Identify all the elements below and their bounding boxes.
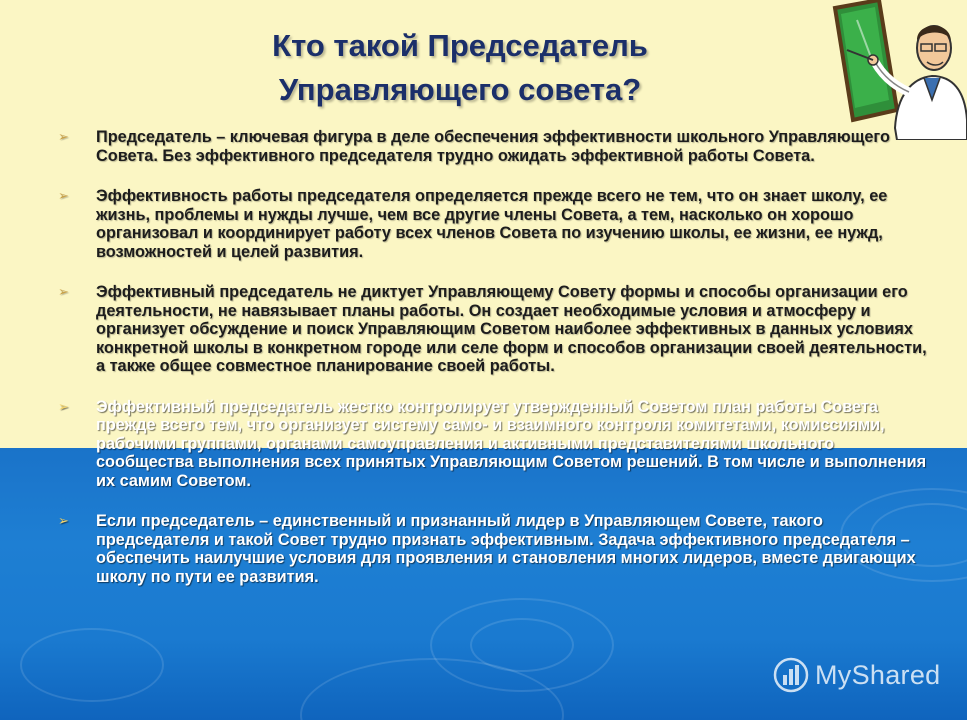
page-title bbox=[150, 24, 770, 112]
list-item bbox=[58, 398, 928, 491]
list-item bbox=[58, 187, 928, 261]
bullet-marker-icon: ➢ bbox=[58, 129, 69, 144]
list-item-text: Если председатель – единственный и признанный лидер в Управляющем Совете, такого председателя и такой Совет трудно признать эффективным. Задача эффективного председателя – обеспечить наилучшие условия для проявления и становления многих лидеров, вместе двигающих школу по пути ее развития. bbox=[96, 512, 916, 586]
list-item-text: Председатель – ключевая фигура в деле обеспечения эффективности школьного Управляющего Совета. Без эффективного председателя трудно ожидать эффективной работы Совета. bbox=[96, 128, 890, 165]
list-item bbox=[58, 128, 928, 165]
list-item bbox=[58, 283, 928, 376]
title-line-2: Управляющего совета? bbox=[278, 72, 642, 107]
bullet-marker-icon: ➢ bbox=[58, 188, 69, 203]
teacher-at-board-icon bbox=[817, 0, 967, 140]
title-line-1: Кто такой Председатель bbox=[272, 28, 648, 63]
bullet-marker-icon: ➢ bbox=[58, 513, 69, 528]
list-item-text: Эффективность работы председателя определяется прежде всего не тем, что он знает школу, ее жизнь, проблемы и нужды лучше, чем все другие члены Совета, а тем, насколько он хорошо организовал и координирует работу всех членов Совета по изучению школы, ее жизни, ее нужд, возможностей и целей развития. bbox=[96, 187, 888, 261]
list-item-text: Эффективный председатель не диктует Управляющему Совету формы и способы организации его деятельности, не навязывает планы работы. Он создает необходимые условия и атмосферу и организует обсуждение и поиск Управляющим Советом наиболее эффективных в данных условиях конкретной школы в конкретном городе или селе форм и способов организации своей деятельности, а также общее совместное планирование своей работы. bbox=[96, 283, 927, 375]
watermark-text: MyShared bbox=[815, 659, 941, 690]
bullet-marker-icon: ➢ bbox=[58, 398, 69, 414]
bullet-marker-icon: ➢ bbox=[58, 284, 69, 299]
list-item bbox=[58, 512, 928, 586]
list-item-text: Эффективный председатель жестко контролирует утвержденный Советом план работы Совета прежде всего тем, что организует систему само- и взаимного контроля комитетами, комиссиями, рабочими группами, органами самоуправления и активными представителями школьного сообщества выполнения всех принятых Управляющим Советом решений. В том числе и выполнения их самим Советом. bbox=[96, 397, 927, 490]
myshared-logo-icon bbox=[773, 657, 809, 693]
water-ripple bbox=[20, 628, 164, 702]
bullet-list bbox=[58, 128, 928, 606]
watermark bbox=[773, 655, 940, 695]
